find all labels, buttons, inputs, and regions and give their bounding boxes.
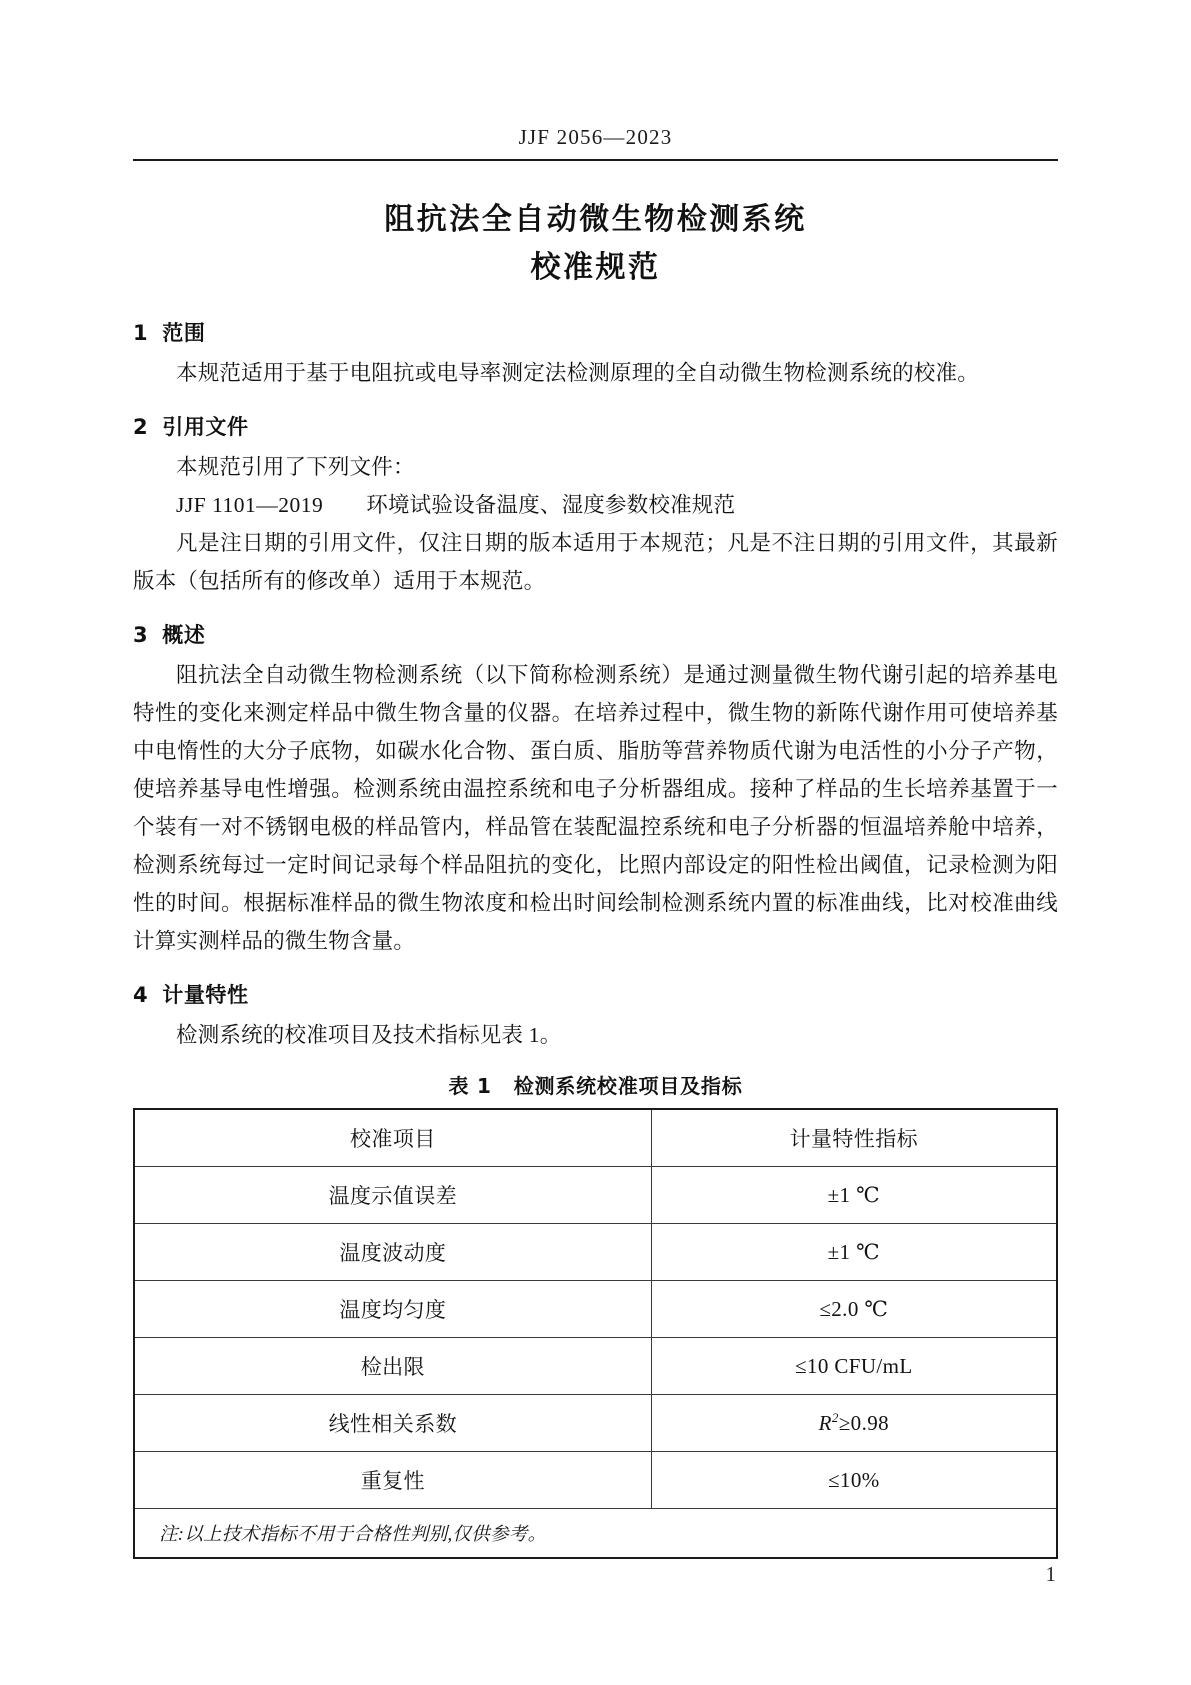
document-title-line1: 阻抗法全自动微生物检测系统 [384, 202, 807, 237]
table-cell-spec: ±1 ℃ [651, 1224, 1057, 1281]
table-cell-spec: ≤2.0 ℃ [651, 1281, 1057, 1338]
section-4-paragraph-1: 检测系统的校准项目及技术指标见表 1。 [176, 1023, 562, 1047]
reference-code: JJF 1101—2019 [176, 493, 324, 517]
table-row [134, 1452, 1057, 1509]
section-2-paragraph-1: 本规范引用了下列文件： [176, 455, 415, 479]
table-caption-label: 表 1 [448, 1074, 492, 1098]
running-head-text: JJF 2056—2023 [518, 125, 673, 149]
spacer [133, 960, 1058, 980]
spacer [133, 600, 1058, 620]
section-heading-3 [133, 620, 1058, 650]
section-number-3: 3 [133, 623, 149, 647]
spacer [133, 392, 1058, 412]
table-cell-item: 温度示值误差 [134, 1167, 651, 1224]
table-row [134, 1224, 1057, 1281]
document-body [133, 318, 1058, 1559]
table-cell-item: 温度波动度 [134, 1224, 651, 1281]
running-header [133, 125, 1058, 161]
section-title-3: 概述 [162, 623, 206, 647]
table-header-spec: 计量特性指标 [651, 1109, 1057, 1167]
header-rule [133, 159, 1058, 161]
document-title-line2: 校准规范 [530, 250, 661, 285]
table-cell-item: 重复性 [134, 1452, 651, 1509]
section-2-reference-entry [176, 486, 1058, 524]
table-row [134, 1167, 1057, 1224]
calibration-items-table [133, 1108, 1058, 1559]
page-number: 1 [1045, 1562, 1056, 1586]
table-cell-spec: ±1 ℃ [651, 1167, 1057, 1224]
section-heading-4 [133, 980, 1058, 1010]
section-title-1: 范围 [162, 321, 206, 345]
table-header-item: 校准项目 [134, 1109, 651, 1167]
section-title-2: 引用文件 [162, 415, 249, 439]
table-row [134, 1281, 1057, 1338]
correlation-symbol: R [818, 1411, 832, 1435]
table-cell-item: 线性相关系数 [134, 1395, 651, 1452]
table-header-row [134, 1109, 1057, 1167]
table-cell-spec: ≤10% [651, 1452, 1057, 1509]
table-note-row [134, 1509, 1057, 1559]
table-row [134, 1338, 1057, 1395]
section-number-1: 1 [133, 321, 149, 345]
table-note: 注:以上技术指标不用于合格性判别,仅供参考。 [134, 1509, 1057, 1559]
reference-title: 环境试验设备温度、湿度参数校准规范 [366, 493, 736, 517]
correlation-exponent: 2 [831, 1410, 839, 1425]
section-title-4: 计量特性 [162, 983, 249, 1007]
section-number-2: 2 [133, 415, 149, 439]
document-title [133, 196, 1058, 292]
section-heading-2 [133, 412, 1058, 442]
table-caption [133, 1070, 1058, 1099]
section-heading-1 [133, 318, 1058, 348]
section-2-paragraph-2: 凡是注日期的引用文件，仅注日期的版本适用于本规范；凡是不注日期的引用文件，其最新版本（包括所有的修改单）适用于本规范。 [133, 531, 1058, 593]
section-1-paragraph-1: 本规范适用于基于电阻抗或电导率测定法检测原理的全自动微生物检测系统的校准。 [176, 361, 979, 385]
table-row [134, 1395, 1057, 1452]
table-cell-spec: ≤10 CFU/mL [651, 1338, 1057, 1395]
correlation-value: ≥0.98 [838, 1411, 890, 1435]
table-cell-item: 温度均匀度 [134, 1281, 651, 1338]
table-cell-spec [651, 1395, 1057, 1452]
table-cell-item: 检出限 [134, 1338, 651, 1395]
section-3-paragraph-1: 阻抗法全自动微生物检测系统（以下简称检测系统）是通过测量微生物代谢引起的培养基电特性的变化来测定样品中微生物含量的仪器。在培养过程中，微生物的新陈代谢作用可使培养基中电惰性的大分子底物，如碳水化合物、蛋白质、脂肪等营养物质代谢为电活性的小分子产物，使培养基导电性增强。检测系统由温控系统和电子分析器组成。接种了样品的生长培养基置于一个装有一对不锈钢电极的样品管内，样品管在装配温控系统和电子分析器的恒温培养舱中培养，检测系统每过一定时间记录每个样品阻抗的变化，比照内部设定的阳性检出阈值，记录检测为阳性的时间。根据标准样品的微生物浓度和检出时间绘制检测系统内置的标准曲线，比对校准曲线计算实测样品的微生物含量。 [133, 663, 1058, 953]
section-number-4: 4 [133, 983, 149, 1007]
table-caption-text: 检测系统校准项目及指标 [513, 1074, 743, 1098]
